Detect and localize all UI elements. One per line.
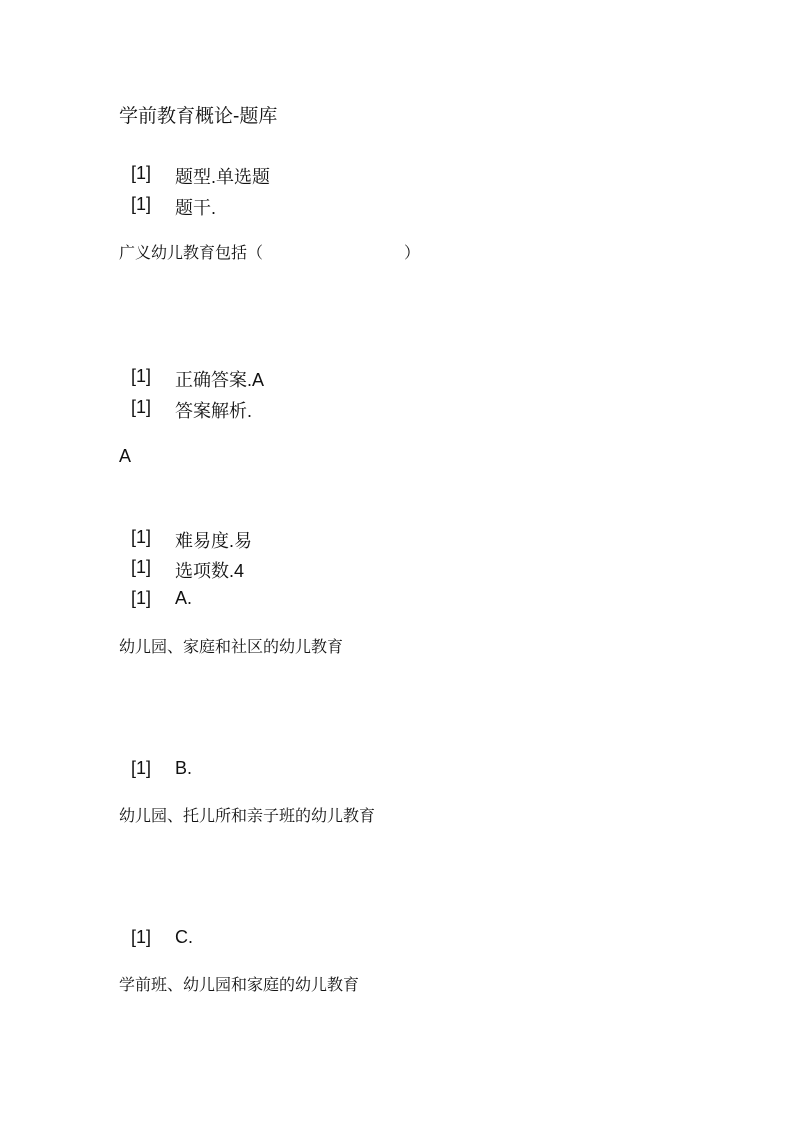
field-marker: [1] — [131, 557, 152, 577]
field-marker: [1] — [131, 397, 152, 417]
field-label: 难易度.易 — [175, 531, 253, 551]
field-label: 答案解析. — [175, 401, 253, 421]
field-marker: [1] — [131, 927, 152, 947]
option-a-text: 幼儿园、家庭和社区的幼儿教育 — [119, 637, 344, 656]
option-b-text: 幼儿园、托儿所和亲子班的幼儿教育 — [119, 806, 376, 825]
field-marker: [1] — [131, 194, 152, 214]
field-marker: [1] — [131, 163, 152, 183]
field-marker: [1] — [131, 758, 152, 778]
field-label: 题干. — [175, 198, 217, 218]
analysis-text: A — [119, 446, 132, 466]
field-label: 题型.单选题 — [175, 167, 271, 187]
field-label: B. — [175, 758, 193, 778]
field-label: C. — [175, 927, 193, 947]
field-marker: [1] — [131, 588, 152, 608]
field-marker: [1] — [131, 366, 152, 386]
field-label: 选项数.4 — [175, 561, 245, 581]
field-label: 正确答案.A — [175, 370, 265, 390]
question-close-paren: ） — [404, 243, 421, 262]
question-text: 广义幼儿教育包括（ — [119, 243, 264, 262]
field-label: A. — [175, 588, 193, 608]
option-c-text: 学前班、幼儿园和家庭的幼儿教育 — [119, 975, 360, 994]
field-marker: [1] — [131, 527, 152, 547]
document-title: 学前教育概论-题库 — [119, 106, 278, 127]
